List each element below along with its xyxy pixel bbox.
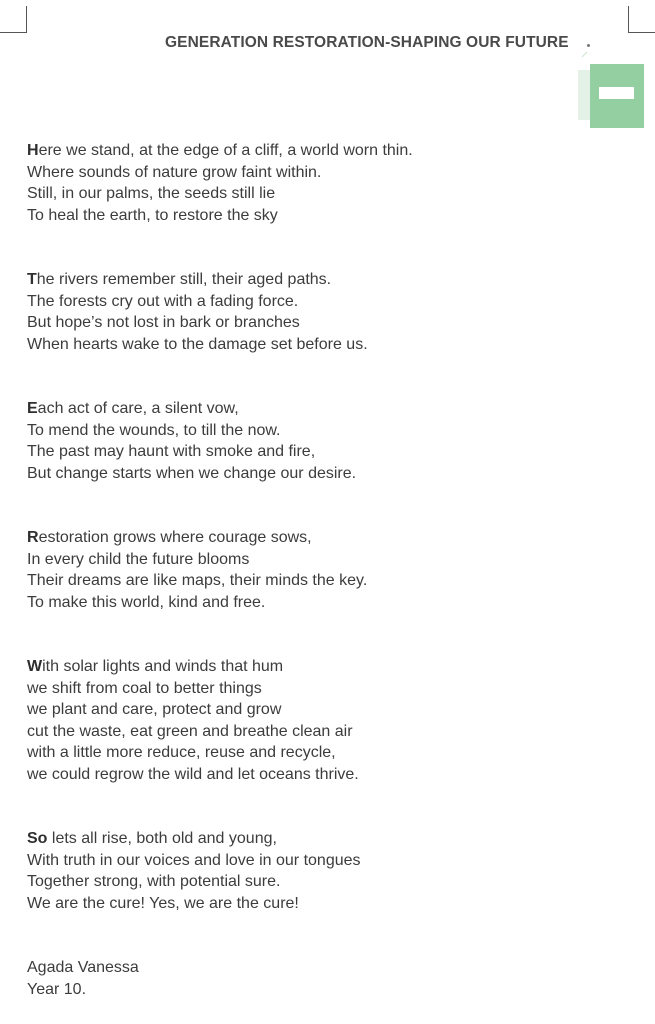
poem-line: cut the waste, eat green and breathe clean air bbox=[27, 722, 353, 740]
widget-shadow-tick bbox=[582, 52, 588, 58]
floating-minimize-button[interactable] bbox=[578, 64, 644, 128]
poem-line bbox=[27, 828, 587, 850]
poem-line: The past may haunt with smoke and fire, bbox=[27, 443, 316, 460]
poem-line: Still, in our palms, the seeds still lie bbox=[27, 185, 276, 202]
poem-line: we shift from coal to better things bbox=[27, 679, 262, 697]
poem-line: To mend the wounds, to till the now. bbox=[27, 421, 281, 439]
stanza-initial: E bbox=[27, 400, 38, 417]
line-text: he rivers remember still, their aged paths. bbox=[36, 271, 332, 288]
line-text: lets all rise, both old and young, bbox=[47, 830, 277, 847]
stanza-4 bbox=[27, 527, 587, 613]
line-text: ith solar lights and winds that hum bbox=[42, 658, 284, 675]
poem-line bbox=[27, 656, 587, 678]
stanza-2 bbox=[27, 269, 587, 355]
poem-line: To make this world, kind and free. bbox=[27, 593, 266, 611]
poem-body bbox=[27, 140, 587, 914]
stanza-6 bbox=[27, 828, 587, 914]
line-text: ere we stand, at the edge of a cliff, a world worn thin. bbox=[38, 142, 413, 159]
line-text: estoration grows where courage sows, bbox=[38, 529, 312, 546]
poem-line: But change starts when we change our desire. bbox=[27, 464, 357, 482]
stanza-initial: W bbox=[27, 658, 43, 675]
poem-line: To heal the earth, to restore the sky bbox=[27, 206, 278, 224]
poem-line bbox=[27, 140, 587, 162]
stanza-1 bbox=[27, 140, 587, 226]
poem-line: Their dreams are like maps, their minds the key. bbox=[27, 572, 368, 589]
title-dot-decoration bbox=[587, 44, 590, 47]
crop-mark-top-left bbox=[0, 6, 27, 33]
minimize-icon bbox=[599, 87, 634, 99]
page-title: GENERATION RESTORATION-SHAPING OUR FUTURE bbox=[165, 34, 569, 51]
line-text: ach act of care, a silent vow, bbox=[37, 400, 239, 417]
stanza-5 bbox=[27, 656, 587, 785]
stanza-initial: So bbox=[27, 830, 48, 847]
poem-line: With truth in our voices and love in our tongues bbox=[27, 851, 361, 869]
stanza-initial: T bbox=[27, 271, 37, 288]
poem-line: The forests cry out with a fading force. bbox=[27, 292, 299, 310]
poem-line: But hope’s not lost in bark or branches bbox=[27, 314, 300, 331]
poem-line: we could regrow the wild and let oceans thrive. bbox=[27, 765, 359, 783]
stanza-initial: H bbox=[27, 142, 39, 159]
author-signature bbox=[27, 957, 139, 1000]
author-year: Year 10. bbox=[27, 980, 87, 998]
poem-line: When hearts wake to the damage set before us. bbox=[27, 335, 368, 353]
poem-line bbox=[27, 269, 587, 291]
poem-line: with a little more reduce, reuse and recycle, bbox=[27, 744, 336, 761]
poem-line: We are the cure! Yes, we are the cure! bbox=[27, 894, 299, 912]
crop-mark-top-right bbox=[628, 6, 655, 33]
poem-line: we plant and care, protect and grow bbox=[27, 701, 282, 718]
poem-line: Together strong, with potential sure. bbox=[27, 873, 281, 890]
poem-line bbox=[27, 527, 587, 549]
poem-line: Where sounds of nature grow faint within. bbox=[27, 163, 322, 181]
stanza-3 bbox=[27, 398, 587, 484]
stanza-initial: R bbox=[27, 529, 39, 546]
author-name: Agada Vanessa bbox=[27, 959, 139, 976]
poem-line bbox=[27, 398, 587, 420]
poem-line: In every child the future blooms bbox=[27, 550, 250, 568]
